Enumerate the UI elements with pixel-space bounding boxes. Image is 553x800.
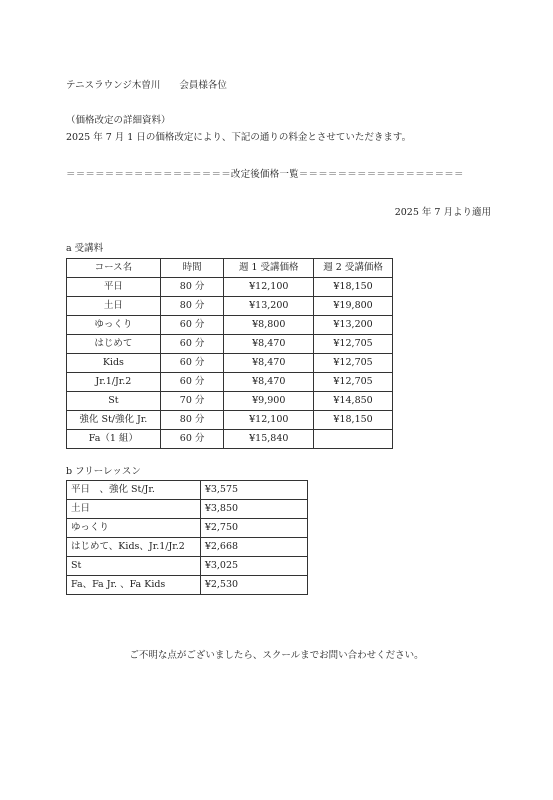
table-row: [67, 481, 308, 500]
weekly-1-price-cell: ¥15,840: [224, 430, 314, 449]
table-row: [67, 354, 393, 373]
weekly-2-price-cell: ¥12,705: [314, 373, 393, 392]
course-name-cell: Jr.1/Jr.2: [67, 373, 161, 392]
table-row: [67, 538, 308, 557]
weekly-2-price-cell: ¥19,800: [314, 297, 393, 316]
weekly-2-price-cell: ¥13,200: [314, 316, 393, 335]
weekly-1-price-cell: ¥12,100: [224, 278, 314, 297]
weekly-2-price-cell: ¥12,705: [314, 335, 393, 354]
weekly-2-price-cell: ¥14,850: [314, 392, 393, 411]
document-subject: （価格改定の詳細資料）: [66, 115, 171, 126]
table-row: [67, 316, 393, 335]
table-row: [67, 430, 393, 449]
weekly-1-price-cell: ¥8,470: [224, 354, 314, 373]
duration-cell: 60 分: [160, 335, 224, 354]
table-row: [67, 278, 393, 297]
course-name-cell: Kids: [67, 354, 161, 373]
lesson-price-cell: ¥3,850: [200, 500, 307, 519]
section-b-title: b フリーレッスン: [66, 466, 141, 477]
tuition-table: [66, 258, 393, 449]
weekly-2-price-cell: ¥18,150: [314, 411, 393, 430]
contact-footer-message: ご不明な点がございましたら、スクールまでお問い合わせください。: [129, 650, 424, 661]
effective-date: 2025 年 7 月より適用: [394, 207, 491, 218]
weekly-1-price-cell: ¥9,900: [224, 392, 314, 411]
table-row: [67, 576, 308, 595]
table-row: [67, 297, 393, 316]
weekly-2-price-cell: ¥18,150: [314, 278, 393, 297]
duration-cell: 80 分: [160, 411, 224, 430]
table-header-row: [67, 259, 393, 278]
duration-cell: 60 分: [160, 373, 224, 392]
table-row: [67, 500, 308, 519]
course-name-cell: 強化 St/強化 Jr.: [67, 411, 161, 430]
lesson-price-cell: ¥2,530: [200, 576, 307, 595]
column-header: 時間: [160, 259, 224, 278]
course-name-cell: ゆっくり: [67, 316, 161, 335]
duration-cell: 80 分: [160, 278, 224, 297]
column-header: 週 2 受講価格: [314, 259, 393, 278]
table-row: [67, 557, 308, 576]
section-a-title: a 受講料: [66, 243, 104, 254]
lesson-type-cell: St: [67, 557, 201, 576]
table-row: [67, 335, 393, 354]
duration-cell: 60 分: [160, 316, 224, 335]
lesson-type-cell: ゆっくり: [67, 519, 201, 538]
duration-cell: 60 分: [160, 430, 224, 449]
lesson-type-cell: はじめて、Kids、Jr.1/Jr.2: [67, 538, 201, 557]
table-row: [67, 519, 308, 538]
weekly-1-price-cell: ¥8,470: [224, 373, 314, 392]
price-list-divider: ＝＝＝＝＝＝＝＝＝＝＝＝＝＝＝＝＝改定後価格一覧＝＝＝＝＝＝＝＝＝＝＝＝＝＝＝＝＝: [66, 169, 464, 180]
table-row: [67, 411, 393, 430]
free-lesson-table: [66, 480, 308, 595]
weekly-2-price-cell: [314, 430, 393, 449]
course-name-cell: St: [67, 392, 161, 411]
column-header: 週 1 受講価格: [224, 259, 314, 278]
course-name-cell: 平日: [67, 278, 161, 297]
duration-cell: 70 分: [160, 392, 224, 411]
lesson-price-cell: ¥2,668: [200, 538, 307, 557]
course-name-cell: 土日: [67, 297, 161, 316]
lesson-type-cell: Fa、Fa Jr. 、Fa Kids: [67, 576, 201, 595]
duration-cell: 60 分: [160, 354, 224, 373]
lesson-price-cell: ¥3,575: [200, 481, 307, 500]
lesson-price-cell: ¥3,025: [200, 557, 307, 576]
addressee-line: テニスラウンジ木曽川 会員様各位: [66, 80, 227, 91]
table-row: [67, 373, 393, 392]
intro-text: 2025 年 7 月 1 日の価格改定により、下記の通りの料金とさせていただきます。: [66, 132, 412, 143]
duration-cell: 80 分: [160, 297, 224, 316]
course-name-cell: はじめて: [67, 335, 161, 354]
weekly-1-price-cell: ¥12,100: [224, 411, 314, 430]
table-row: [67, 392, 393, 411]
lesson-type-cell: 土日: [67, 500, 201, 519]
course-name-cell: Fa（1 組）: [67, 430, 161, 449]
lesson-type-cell: 平日 、強化 St/Jr.: [67, 481, 201, 500]
weekly-1-price-cell: ¥13,200: [224, 297, 314, 316]
lesson-price-cell: ¥2,750: [200, 519, 307, 538]
column-header: コース名: [67, 259, 161, 278]
weekly-2-price-cell: ¥12,705: [314, 354, 393, 373]
weekly-1-price-cell: ¥8,800: [224, 316, 314, 335]
weekly-1-price-cell: ¥8,470: [224, 335, 314, 354]
